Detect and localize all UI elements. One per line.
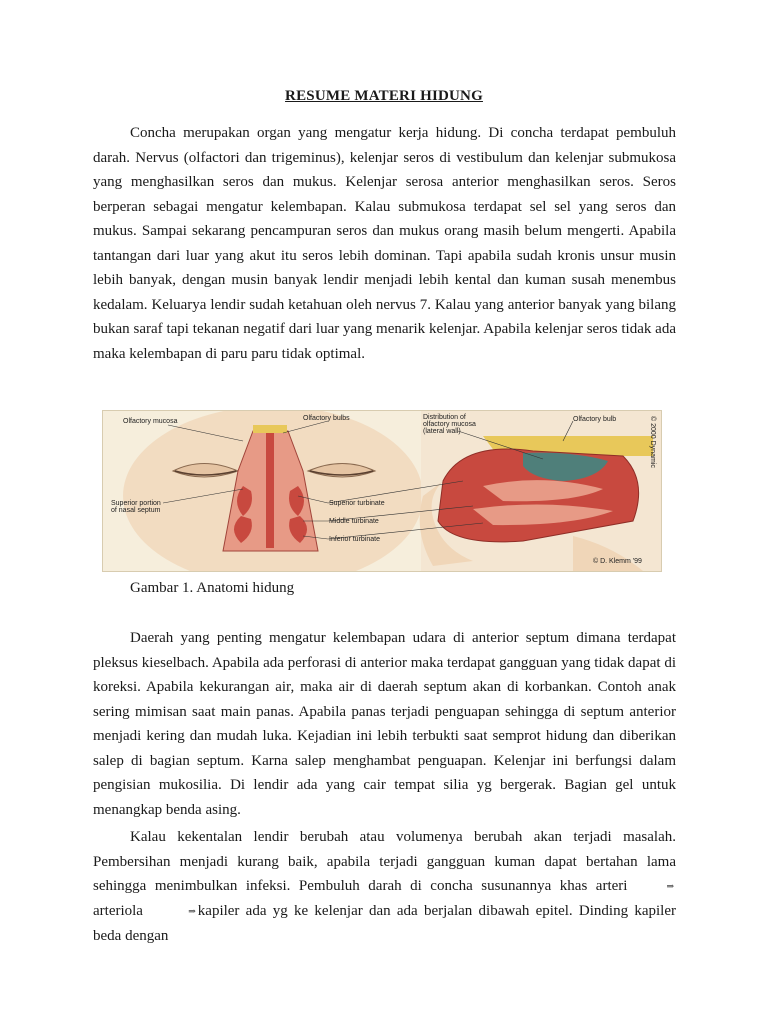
paragraph-1: Concha merupakan organ yang mengatur kerja hidung. Di concha terdapat pembuluh darah. Nervus (olfactori dan trigeminus), kelenjar seros di vestibulum dan kelenjar submukosa yang menghasilkan seros dan mukus. Kelenjar serosa anterior menghasilkan seros. Seros berperan sebagai mengatur kelembapan. Kalau submukosa terdapat sel sel yang seros dan mukus. Sampai sekarang pencampuran seros dan mukus orang masih belum mengerti. Apabila tantangan dari luar yang akut itu seros lebih dominan. Tapi apabila sudah kronis unsur musin lebih banyak, dengan musin banyak lendir menjadi lebih kental dan kuman susah menembus kedalam. Keluarya lendir sudah ketahuan oleh nervus 7. Kalau yang anterior banyak yang bilang bukan saraf tapi tekanan negatif dari luar yang menarik kelenjar. Apabila kelenjar seros tidak ada maka kelembapan di paru paru tidak optimal. bbox=[93, 125, 676, 362]
label-copyright: © 2000 Dynamic bbox=[649, 416, 656, 468]
label-artist: © D. Klemm '99 bbox=[593, 558, 642, 565]
label-olfactory-bulb: Olfactory bulb bbox=[573, 416, 617, 423]
paragraph-3 bbox=[93, 825, 676, 948]
label-superior-turbinate: Superior turbinate bbox=[329, 500, 385, 507]
paragraph-3-part-a: Kalau kekentalan lendir berubah atau volumenya berubah akan terjadi masalah. Pembersihan menjadi kurang baik, apabila terjadi gangguan kuman dapat bertahan lama sehingga menimbulkan infeksi. Pembuluh darah di concha susunannya khas arteri bbox=[93, 829, 676, 894]
arrow-symbol-icon-2: ⇒ bbox=[188, 906, 196, 917]
paragraph-3-part-b: arteriola bbox=[93, 902, 143, 919]
paragraph-3-part-c: kapiler ada yg ke kelenjar dan ada berjalan dibawah epitel. Dinding kapiler beda dengan bbox=[93, 902, 676, 944]
label-olfactory-mucosa: Olfactory mucosa bbox=[123, 418, 178, 425]
document-title: RESUME MATERI HIDUNG bbox=[285, 88, 483, 104]
label-distribution-3: (lateral wall) bbox=[423, 428, 461, 435]
paragraph-2: Daerah yang penting mengatur kelembapan udara di anterior septum dimana terdapat pleksus kieselbach. Apabila ada perforasi di anterior maka terdapat gangguan yang tidak dapat di koreksi. Apabila kekurangan air, maka air di daerah septum akan di korbankan. Contoh anak sering mimisan saat main panas. Apabila panas terjadi penguapan sehingga di septum anterior menjadi kering dan mudah luka. Kejadian ini lebih terbukti saat semprot hidung dan diberikan salep di bagian septum. Karna salep menghambat penguapan. Kelenjar ini berfungsi dalam pengisian mukosilia. Di lendir ada yang cair tempat silia yg bergerak. Bagian gel untuk menangkap benda asing. bbox=[93, 630, 676, 818]
label-distribution-2: olfactory mucosa bbox=[423, 421, 476, 428]
label-middle-turbinate: Middle turbinate bbox=[329, 518, 379, 525]
label-olfactory-bulbs: Olfactory bulbs bbox=[303, 415, 350, 422]
label-superior-portion: Superior portion bbox=[111, 500, 161, 507]
label-superior-portion-2: of nasal septum bbox=[111, 507, 161, 514]
nose-anatomy-illustration bbox=[103, 411, 661, 571]
label-inferior-turbinate: Inferior turbinate bbox=[329, 536, 380, 543]
nose-anatomy-figure bbox=[102, 410, 662, 572]
arrow-symbol-icon: ⇒ bbox=[666, 881, 674, 892]
figure-caption: Gambar 1. Anatomi hidung bbox=[130, 580, 295, 596]
label-distribution: Distribution of bbox=[423, 414, 466, 421]
